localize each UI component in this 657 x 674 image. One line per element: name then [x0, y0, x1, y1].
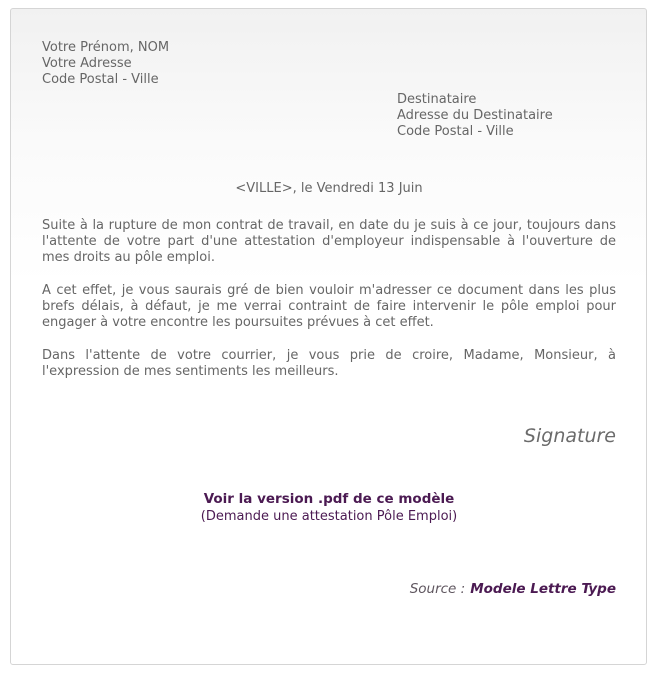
source-prefix-label: Source :: [409, 581, 466, 597]
sender-name: Votre Prénom, NOM: [42, 40, 170, 55]
body-paragraph-1: Suite à la rupture de mon contrat de travail, en date du je suis à ce jour, toujours dans l'attente de votre part d'une attestation d'employeur indispensable à l'ouverture de mes droits au pôle emploi.: [42, 218, 616, 265]
recipient-postal-city: Code Postal - Ville: [397, 124, 514, 139]
pdf-version-link[interactable]: Voir la version .pdf de ce modèle: [203, 491, 455, 507]
letter-content: [11, 9, 646, 597]
pdf-link-subtitle: (Demande une attestation Pôle Emploi): [200, 509, 458, 524]
signature-placeholder: Signature: [523, 425, 616, 447]
body-paragraph-2: A cet effet, je vous saurais gré de bien vouloir m'adresser ce document dans les plus brefs délais, à défaut, je me verrai contraint de faire intervenir le pôle emploi pour engager à votre encontre les poursuites prévues à cet effet.: [42, 283, 616, 330]
body-paragraph-3: Dans l'attente de votre courrier, je vous prie de croire, Madame, Monsieur, à l'expression de mes sentiments les meilleurs.: [42, 348, 616, 379]
sender-postal-city: Code Postal - Ville: [42, 72, 159, 87]
source-line: [42, 581, 616, 597]
recipient-address-block: [397, 92, 616, 140]
recipient-address: Adresse du Destinataire: [397, 108, 553, 123]
recipient-name: Destinataire: [397, 92, 477, 107]
letter-card: [10, 8, 647, 665]
sender-address-block: [42, 40, 616, 88]
sender-address: Votre Adresse: [42, 56, 132, 71]
pdf-link-block: [42, 491, 616, 525]
letter-date-line: <VILLE>, le Vendredi 13 Juin: [235, 181, 423, 196]
source-site-link[interactable]: Modele Lettre Type: [470, 581, 616, 597]
